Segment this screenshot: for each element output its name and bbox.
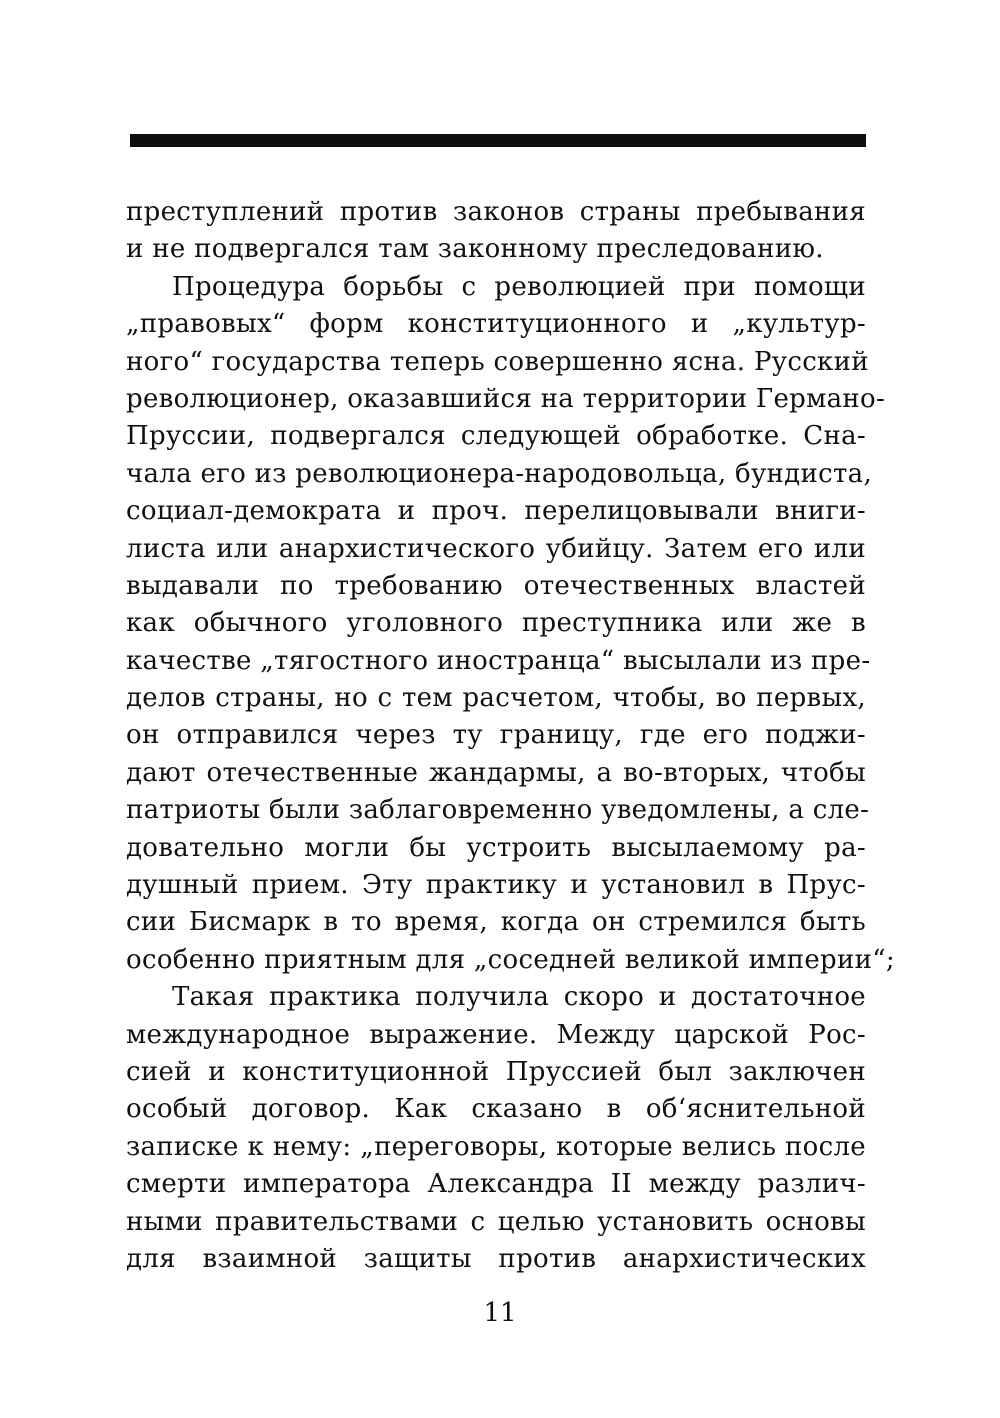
text-line: особый договор. Как сказано в об‘яснительной	[126, 1094, 866, 1125]
text-line: листа или анархистического убийцу. Затем его или	[126, 533, 866, 564]
text-line: душный прием. Эту практику и установил в Прус-	[126, 870, 866, 901]
text-line: довательно могли бы устроить высылаемому ра-	[126, 832, 866, 863]
text-line: социал-демократа и проч. перелицовывали вниги-	[126, 496, 866, 527]
text-line: патриоты были заблаговременно уведомлены, а сле-	[126, 795, 870, 826]
text-line: дают отечественные жандармы, а во-вторых, чтобы	[126, 757, 866, 788]
body-text	[126, 194, 895, 1278]
text-line: для взаимной защиты против анархистических	[126, 1243, 866, 1274]
text-line: чала его из революционера-народовольца, бундиста,	[126, 458, 873, 489]
text-line: как обычного уголовного преступника или же в	[126, 608, 866, 639]
text-line: записке к нему: „переговоры, которые велись после	[126, 1131, 866, 1162]
page-number: 11	[483, 1298, 517, 1328]
text-line: делов страны, но с тем расчетом, чтобы, во первых,	[126, 683, 866, 714]
text-line: смерти императора Александра II между различ-	[126, 1169, 866, 1200]
text-line: ного“ государства теперь совершенно ясна. Русский	[126, 346, 869, 377]
text-line: качестве „тягостного иностранца“ высылали из пре-	[126, 645, 871, 676]
text-line: и не подвергался там законному преследованию.	[126, 234, 824, 265]
text-line: он отправился через ту границу, где его поджи-	[126, 720, 866, 751]
text-line: международное выражение. Между царской Рос-	[126, 1019, 866, 1050]
text-line: Такая практика получила скоро и достаточное	[172, 982, 866, 1013]
text-line: революционер, оказавшийся на территории Германо-	[126, 383, 886, 414]
text-line: ными правительствами с целью установить основы	[126, 1206, 866, 1237]
text-line: „правовых“ форм конституционного и „культур-	[126, 309, 866, 340]
text-line: преступлений против законов страны пребывания	[126, 197, 866, 227]
text-line: выдавали по требованию отечественных властей	[126, 570, 866, 601]
text-line: особенно приятным для „соседней великой империи“;	[126, 944, 895, 975]
header-rule	[130, 134, 866, 147]
text-line: Процедура борьбы с революцией при помощи	[172, 271, 866, 302]
text-line: сией и конституционной Пруссией был заключен	[126, 1056, 866, 1087]
text-line: сии Бисмарк в то время, когда он стремился быть	[126, 907, 866, 938]
text-line: Пруссии, подвергался следующей обработке. Сна-	[126, 421, 866, 452]
